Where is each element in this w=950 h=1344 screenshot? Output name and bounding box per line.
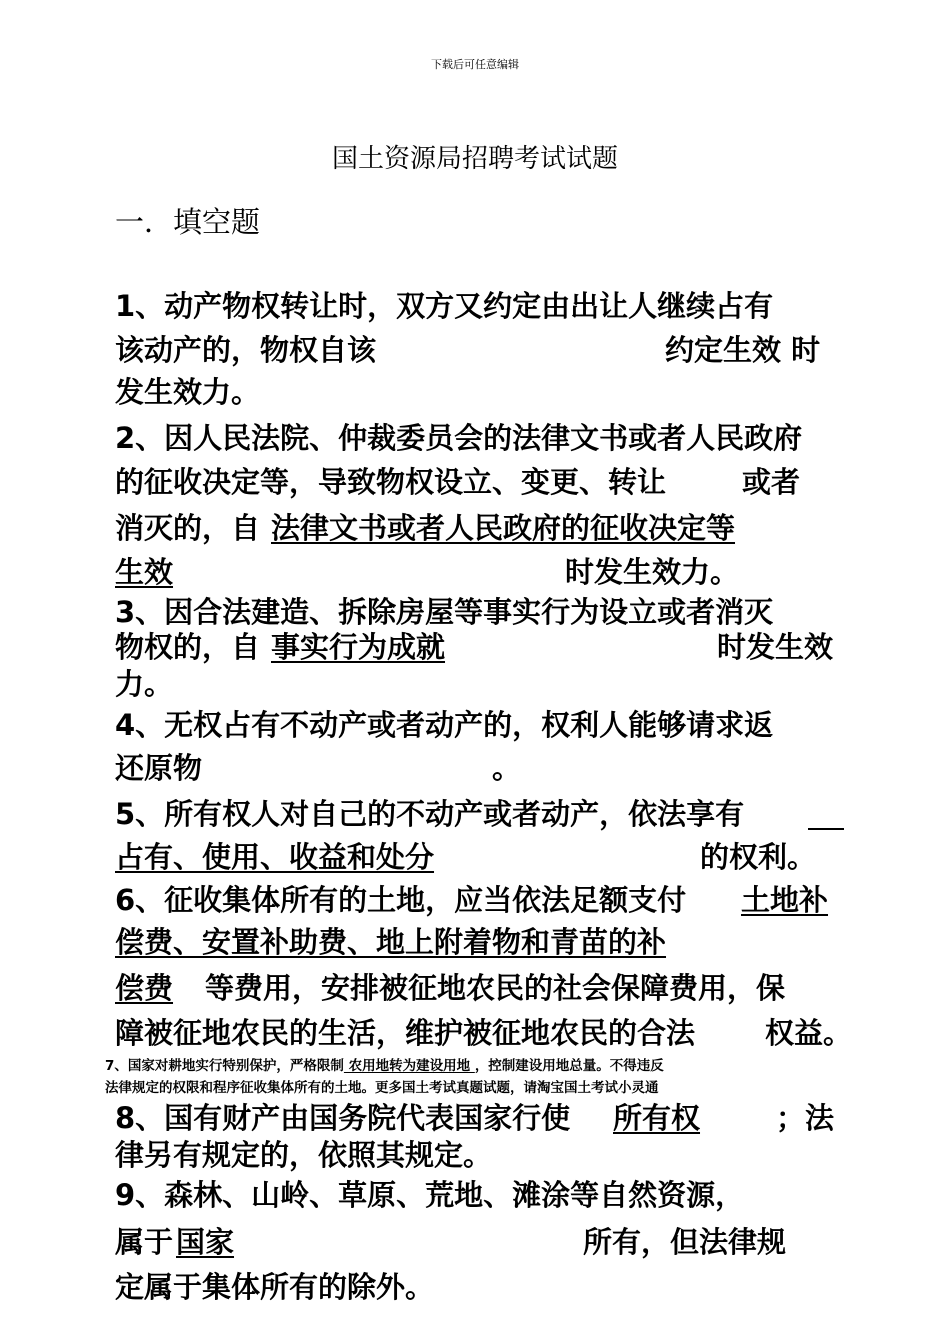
q2-line2b: 或者 — [742, 465, 801, 499]
q4-line2b: 。 — [492, 751, 522, 785]
q2-answer-part2: 生效 — [115, 555, 174, 589]
q6-answer-part3: 偿费 — [115, 971, 174, 1005]
q7-line2: 法律规定的权限和程序征收集体所有的土地。更多国土考试真题试题，请淘宝国土考试小灵通 — [105, 1080, 659, 1096]
q2-line2a: 的征收决定等，导致物权设立、变更、转让 — [115, 465, 667, 499]
q4-line2a: 还原物 — [115, 751, 203, 785]
section-heading: 一．填空题 — [115, 205, 261, 239]
q6-line3b: 等费用，安排被征地农民的社会保障费用，保 — [205, 971, 786, 1005]
q5-line2b: 的权利。 — [700, 840, 817, 874]
q2-line1: 2、因人民法院、仲裁委员会的法律文书或者人民政府 — [115, 421, 803, 455]
q9-line3: 定属于集体所有的除外。 — [115, 1270, 435, 1304]
q3-answer: 事实行为成就 — [271, 630, 446, 664]
q9-line2a: 属于 — [115, 1225, 174, 1259]
q5-line1: 5、所有权人对自己的不动产或者动产，依法享有 — [115, 797, 745, 831]
q2-line4b: 时发生效力。 — [565, 555, 740, 589]
q4-line1: 4、无权占有不动产或者动产的，权利人能够请求返 — [115, 708, 774, 742]
q9-line1: 9、森林、山岭、草原、荒地、滩涂等自然资源， — [115, 1178, 745, 1212]
q3-line3: 力。 — [115, 667, 174, 701]
q3-line2a: 物权的，自 — [115, 630, 261, 664]
q6-line4b: 权益。 — [765, 1016, 853, 1050]
page-header: 下载后可任意编辑 — [431, 58, 519, 71]
q9-answer: 国家 — [176, 1225, 235, 1259]
q6-answer-part2: 偿费、安置补助费、地上附着物和青苗的补 — [115, 925, 667, 959]
q6-line1a: 6、征收集体所有的土地，应当依法足额支付 — [115, 883, 687, 917]
q8-line1c: ；法 — [776, 1101, 835, 1135]
q6-answer-part1: 土地补 — [741, 883, 829, 917]
q9-line2c: 所有，但法律规 — [583, 1225, 787, 1259]
q2-line3a: 消灭的，自 — [115, 511, 261, 545]
q7-line1a: 7、国家对耕地实行特别保护，严格限制 — [105, 1058, 344, 1074]
q1-line1: 1、动产物权转让时，双方又约定由出让人继续占有 — [115, 289, 774, 323]
q7-line1c: ，控制建设用地总量。不得违反 — [474, 1058, 664, 1074]
q8-answer: 所有权 — [613, 1101, 701, 1135]
q8-line2: 律另有规定的，依照其规定。 — [115, 1138, 493, 1172]
q3-line1: 3、因合法建造、拆除房屋等事实行为设立或者消灭 — [115, 595, 774, 629]
q7-answer: 农用地转为建设用地 — [343, 1058, 475, 1074]
q7-line1 — [105, 1055, 664, 1077]
q6-line4a: 障被征地农民的生活，维护被征地农民的合法 — [115, 1016, 696, 1050]
q5-answer: 占有、使用、收益和处分 — [115, 840, 435, 874]
q8-line1a: 8、国有财产由国务院代表国家行使 — [115, 1101, 571, 1135]
q1-line2b: 约定生效 时 — [665, 333, 821, 367]
document-title: 国土资源局招聘考试试题 — [331, 144, 618, 174]
q5-blank-line — [808, 828, 844, 830]
q2-answer-part1: 法律文书或者人民政府的征收决定等 — [271, 511, 736, 545]
q1-line2a: 该动产的，物权自该 — [115, 333, 377, 367]
q1-line3: 发生效力。 — [115, 375, 261, 409]
q3-line2c: 时发生效 — [717, 630, 834, 664]
